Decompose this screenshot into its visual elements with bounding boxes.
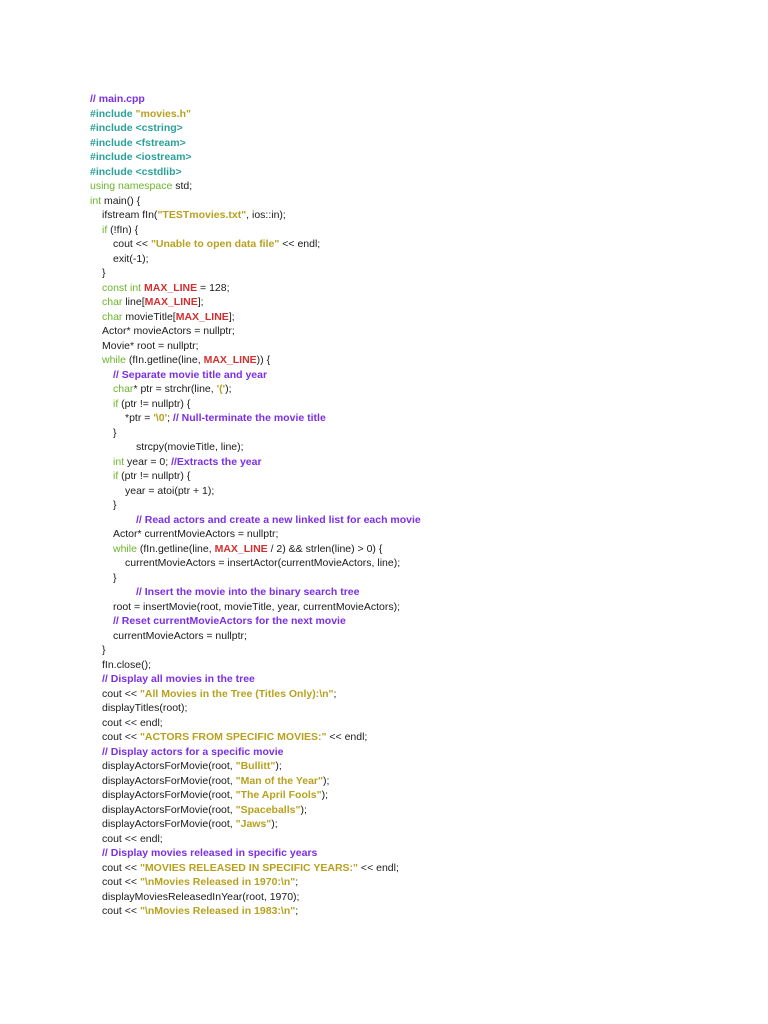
- code-keyword: int: [90, 194, 105, 207]
- string-literal: "MOVIES RELEASED IN SPECIFIC YEARS:": [139, 861, 359, 874]
- string-literal: "Spaceballs": [235, 803, 301, 816]
- code-line: [90, 643, 750, 658]
- code-line: [90, 658, 750, 673]
- code-text: currentMovieActors = nullptr;: [113, 629, 247, 642]
- code-text: }: [102, 267, 106, 279]
- code-text: displayActorsForMovie(root,: [102, 789, 236, 801]
- code-text: );: [275, 760, 282, 772]
- code-text: root = insertMovie(root, movieTitle, year, currentMovieActors);: [113, 600, 400, 613]
- code-line: [90, 687, 750, 702]
- string-literal: "movies.h": [135, 107, 191, 120]
- code-line: [90, 745, 750, 760]
- code-line: [90, 803, 750, 818]
- code-text: currentMovieActors = insertActor(currentMovieActors, line);: [125, 557, 401, 569]
- code-constant: MAX_LINE: [144, 296, 198, 308]
- code-text: main() {: [104, 194, 141, 207]
- code-text: }: [113, 499, 117, 511]
- code-text: )) {: [256, 354, 271, 366]
- code-text: ];: [228, 310, 235, 323]
- code-line: [90, 469, 750, 484]
- code-text: << endl;: [326, 731, 368, 743]
- code-text: , ios::in);: [246, 209, 286, 221]
- preprocessor-directive: #include <cstring>: [90, 122, 183, 134]
- code-line: [90, 121, 750, 136]
- code-line: [90, 150, 750, 165]
- code-line: [90, 179, 750, 194]
- code-text: cout <<: [102, 905, 140, 917]
- code-line: [90, 672, 750, 687]
- code-line: [90, 701, 750, 716]
- code-line: [90, 759, 750, 774]
- code-line: [90, 136, 750, 151]
- code-text: );: [225, 383, 232, 395]
- code-line: [90, 281, 750, 296]
- code-constant: MAX_LINE: [214, 542, 268, 555]
- code-comment: // Null-terminate the movie title: [172, 412, 326, 424]
- code-text: (fIn.getline(line,: [139, 542, 215, 555]
- code-text: std;: [175, 180, 193, 192]
- code-line: [90, 629, 750, 644]
- code-line: [90, 527, 750, 542]
- code-line: [90, 585, 750, 600]
- code-constant: MAX_LINE: [175, 310, 229, 323]
- code-line: [90, 513, 750, 528]
- code-text: fIn.close();: [102, 658, 152, 671]
- code-line: [90, 310, 750, 325]
- code-keyword: char: [102, 310, 126, 323]
- string-literal: "ACTORS FROM SPECIFIC MOVIES:": [139, 731, 327, 743]
- code-line: [90, 223, 750, 238]
- code-text: Actor* currentMovieActors = nullptr;: [113, 528, 279, 540]
- code-line: [90, 165, 750, 180]
- string-literal: "All Movies in the Tree (Titles Only):\n": [139, 687, 334, 700]
- code-text: / 2) && strlen(line) > 0) {: [267, 542, 383, 555]
- code-text: cout <<: [113, 238, 151, 250]
- code-text: ;: [167, 412, 173, 424]
- code-line: [90, 542, 750, 557]
- code-text: displayActorsForMovie(root,: [102, 818, 236, 830]
- code-text: cout <<: [102, 861, 140, 874]
- code-text: cout << endl;: [102, 716, 163, 729]
- code-text: }: [113, 426, 117, 439]
- string-literal: "Bullitt": [235, 760, 276, 772]
- code-line: [90, 194, 750, 209]
- string-literal: "\nMovies Released in 1970:\n": [139, 876, 296, 888]
- string-literal: '\0': [153, 412, 168, 424]
- code-text: = 128;: [197, 281, 230, 294]
- code-comment: // Separate movie title and year: [113, 368, 268, 381]
- code-text: cout <<: [102, 731, 140, 743]
- code-comment: // Display movies released in specific years: [102, 847, 318, 859]
- code-comment: // Display actors for a specific movie: [102, 745, 284, 758]
- code-text: );: [271, 818, 278, 830]
- code-line: [90, 788, 750, 803]
- code-line: [90, 890, 750, 905]
- code-constant: MAX_LINE: [144, 281, 198, 294]
- code-text: * ptr = strchr(line,: [133, 383, 217, 395]
- code-text: exit(-1);: [113, 252, 149, 265]
- code-keyword: const int: [102, 281, 145, 294]
- string-literal: "Man of the Year": [235, 774, 323, 787]
- code-text: );: [321, 789, 329, 801]
- string-literal: "\nMovies Released in 1983:\n": [139, 905, 296, 917]
- code-text: year = 0;: [127, 455, 172, 468]
- preprocessor-directive: #include <iostream>: [90, 151, 192, 163]
- code-text: movieTitle[: [125, 310, 176, 323]
- code-line: [90, 237, 750, 252]
- string-literal: "The April Fools": [235, 789, 322, 801]
- code-comment: // Read actors and create a new linked list for each movie: [136, 513, 421, 526]
- code-line: [90, 107, 750, 122]
- code-text: displayActorsForMovie(root,: [102, 760, 236, 772]
- code-line: [90, 455, 750, 470]
- code-line: [90, 774, 750, 789]
- code-text: displayMoviesReleasedInYear(root, 1970);: [102, 890, 300, 903]
- code-line: [90, 614, 750, 629]
- code-comment: // Insert the movie into the binary search tree: [136, 586, 360, 598]
- code-line: [90, 208, 750, 223]
- code-keyword: if: [102, 223, 111, 236]
- code-text: ;: [295, 876, 299, 888]
- code-line: [90, 716, 750, 731]
- code-text: );: [300, 803, 307, 816]
- code-line: [90, 440, 750, 455]
- code-text: ;: [295, 905, 299, 917]
- code-comment: //Extracts the year: [171, 455, 262, 468]
- code-document: [90, 92, 750, 919]
- code-text: ;: [333, 687, 337, 700]
- code-line: [90, 426, 750, 441]
- code-line: [90, 411, 750, 426]
- code-line: [90, 382, 750, 397]
- code-line: [90, 397, 750, 412]
- code-text: displayActorsForMovie(root,: [102, 774, 236, 787]
- code-text: }: [102, 644, 106, 656]
- code-text: (ptr != nullptr) {: [121, 470, 191, 482]
- code-text: displayActorsForMovie(root,: [102, 803, 236, 816]
- string-literal: "Unable to open data file": [150, 238, 280, 250]
- code-text: ifstream fIn(: [102, 209, 158, 221]
- code-line: [90, 484, 750, 499]
- code-line: [90, 498, 750, 513]
- code-line: [90, 571, 750, 586]
- code-text: (ptr != nullptr) {: [121, 397, 191, 410]
- code-text: line[: [125, 296, 145, 308]
- code-keyword: int: [113, 455, 128, 468]
- code-text: }: [113, 571, 117, 584]
- code-keyword: using namespace: [90, 180, 176, 192]
- code-text: Actor* movieActors = nullptr;: [102, 325, 235, 337]
- string-literal: '(': [216, 383, 226, 395]
- code-text: (!fIn) {: [110, 223, 139, 236]
- code-text: cout <<: [102, 687, 140, 700]
- code-text: strcpy(movieTitle, line);: [136, 441, 244, 453]
- code-text: *ptr =: [125, 412, 154, 424]
- code-line: [90, 817, 750, 832]
- code-line: [90, 295, 750, 310]
- code-line: [90, 252, 750, 267]
- code-text: year = atoi(ptr + 1);: [125, 484, 215, 497]
- code-keyword: while: [113, 542, 140, 555]
- code-keyword: char: [113, 383, 134, 395]
- code-comment: // main.cpp: [90, 93, 145, 105]
- code-text: );: [323, 774, 330, 787]
- code-text: ];: [197, 296, 204, 308]
- code-line: [90, 600, 750, 615]
- code-line: [90, 266, 750, 281]
- code-comment: // Display all movies in the tree: [102, 673, 255, 685]
- code-comment: // Reset currentMovieActors for the next movie: [113, 615, 346, 627]
- code-line: [90, 861, 750, 876]
- code-line: [90, 339, 750, 354]
- code-line: [90, 904, 750, 919]
- code-text: cout <<: [102, 876, 140, 888]
- code-line: [90, 730, 750, 745]
- code-line: [90, 875, 750, 890]
- code-constant: MAX_LINE: [203, 354, 257, 366]
- code-text: cout << endl;: [102, 832, 163, 845]
- code-line: [90, 353, 750, 368]
- code-text: << endl;: [358, 861, 399, 874]
- code-text: (fIn.getline(line,: [128, 354, 204, 366]
- code-line: [90, 368, 750, 383]
- string-literal: "TESTmovies.txt": [157, 209, 247, 221]
- code-keyword: if: [113, 397, 122, 410]
- code-text: << endl;: [279, 238, 321, 250]
- code-line: [90, 846, 750, 861]
- code-line: [90, 92, 750, 107]
- preprocessor-directive: #include: [90, 107, 136, 120]
- code-line: [90, 556, 750, 571]
- preprocessor-directive: #include <cstdlib>: [90, 165, 182, 178]
- code-keyword: char: [102, 296, 126, 308]
- code-keyword: if: [113, 470, 122, 482]
- preprocessor-directive: #include <fstream>: [90, 136, 186, 149]
- code-line: [90, 832, 750, 847]
- code-line: [90, 324, 750, 339]
- code-keyword: while: [102, 354, 129, 366]
- code-text: Movie* root = nullptr;: [102, 339, 199, 352]
- code-text: displayTitles(root);: [102, 702, 188, 714]
- string-literal: "Jaws": [235, 818, 272, 830]
